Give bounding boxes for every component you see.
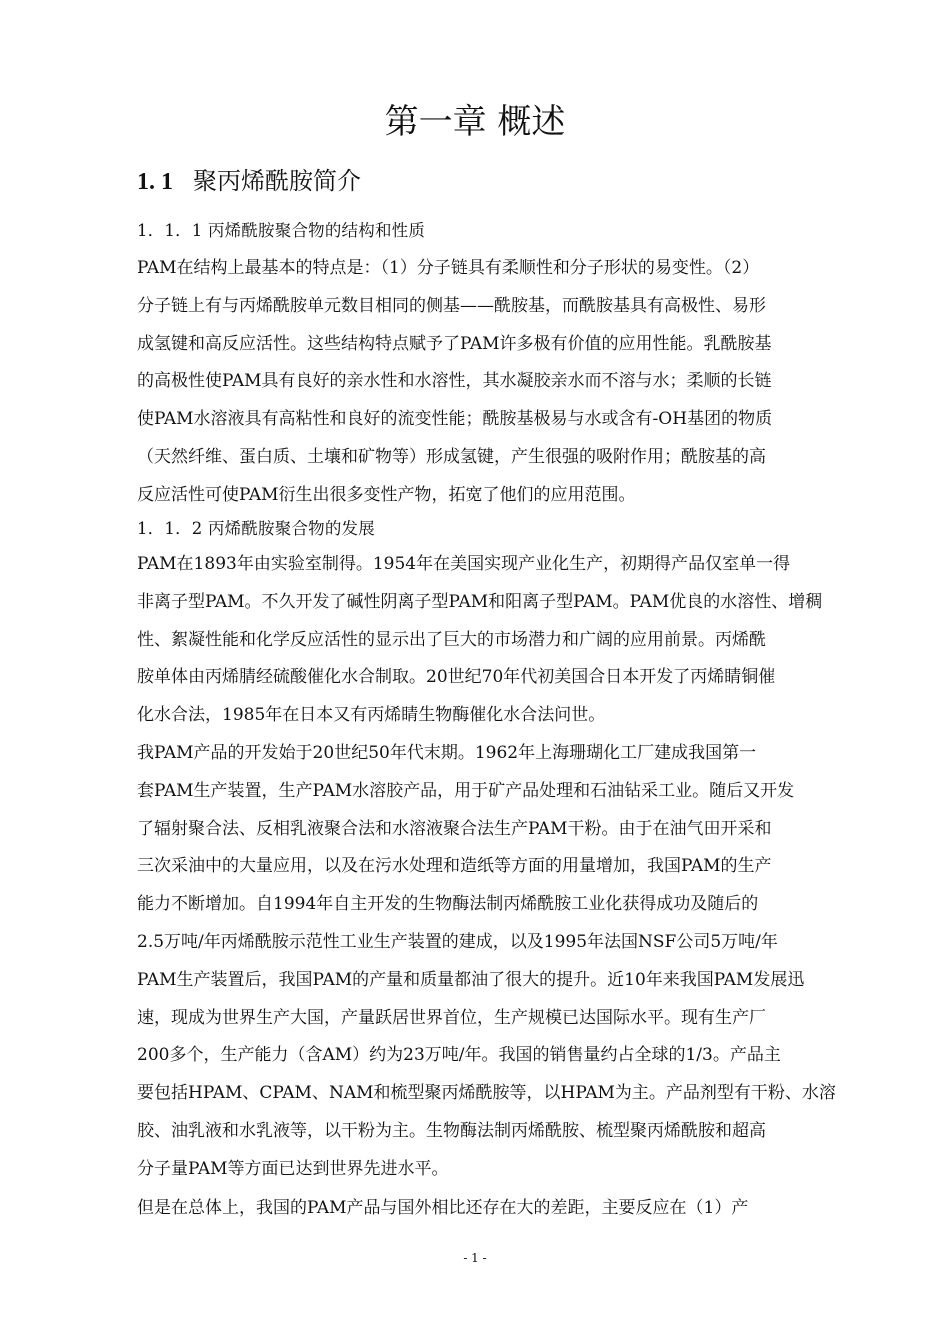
text-line: 但是在总体上，我国的PAM产品与国外相比还存在大的差距，主要反应在（1）产 (137, 1198, 749, 1218)
page-number: - 1 - (463, 1251, 487, 1265)
paragraph-gap (137, 1190, 839, 1228)
text-line: （天然纤维、蛋白质、土壤和矿物等）形成氢键，产生很强的吸附作用；酰胺基的高 (137, 446, 766, 467)
text-line: 的高极性使PAM具有良好的亲水性和水溶性，其水凝胶亲水而不溶与水；柔顺的长链 (137, 371, 772, 392)
text-line: 了辐射聚合法、反相乳液聚合法和水溶液聚合法生产PAM干粉。由于在油气田开采和 (137, 818, 772, 839)
subsection-heading-development: 1．1．2 丙烯酰胺聚合物的发展 (137, 519, 375, 538)
paragraph-history (137, 546, 839, 735)
text-line: PAM在1893年由实验室制得。1954年在美国实现产业化生产，初期得产品仅室单一得 (137, 554, 791, 574)
text-line: 能力不断增加。自1994年自主开发的生物酶法制丙烯酰胺工业化获得成功及随后的 (137, 894, 759, 915)
paragraph-domestic (137, 735, 839, 1189)
paragraph-structure (137, 250, 839, 515)
text-line: 我PAM产品的开发始于20世纪50年代末期。1962年上海珊瑚化工厂建成我国第一 (137, 743, 757, 763)
text-line: PAM生产装置后，我国PAM的产量和质量都油了很大的提升。近10年来我国PAM发展迅 (137, 969, 805, 990)
text-line: 速，现成为世界生产大国，产量跃居世界首位，生产规模已达国际水平。现有生产厂 (137, 1007, 766, 1028)
subsection-heading-structure: 1．1．1 丙烯酰胺聚合物的结构和性质 (137, 221, 426, 240)
text-line: 200多个，生产能力（含AM）约为23万吨/年。我国的销售量约占全球的1/3。产品主 (137, 1045, 781, 1066)
text-line: 要包括HPAM、CPAM、NAM和梳型聚丙烯酰胺等，以HPAM为主。产品剂型有干粉、水溶 (137, 1083, 836, 1104)
text-line: 分子链上有与丙烯酰胺单元数目相同的侧基——酰胺基，而酰胺基具有高极性、易形 (137, 295, 766, 316)
text-line: 胺单体由丙烯腈经硫酸催化水合制取。20世纪70年代初美国合日本开发了丙烯睛铜催 (137, 667, 776, 688)
chapter-title: 第一章 概述 (384, 102, 566, 142)
text-line: 性、絮凝性能和化学反应活性的显示出了巨大的市场潜力和广阔的应用前景。丙烯酰 (137, 629, 766, 650)
text-line: 套PAM生产装置，生产PAM水溶胶产品，用于矿产品处理和石油钻采工业。随后又开发 (137, 780, 795, 801)
section-title-text: 聚丙烯酰胺简介 (193, 167, 361, 195)
section-number: 1. 1 (137, 169, 173, 195)
text-line: 成氢键和高反应活性。这些结构特点赋予了PAM许多极有价值的应用性能。乳酰胺基 (137, 333, 772, 354)
text-line: 2.5万吨/年丙烯酰胺示范性工业生产装置的建成，以及1995年法国NSF公司5万吨/年 (137, 931, 778, 952)
text-line: 使PAM水溶液具有高粘性和良好的流变性能；酰胺基极易与水或含有-OH基团的物质 (137, 409, 773, 430)
text-line: 反应活性可使PAM衍生出很多变性产物，拓宽了他们的应用范围。 (137, 484, 636, 505)
text-line: 化水合法，1985年在日本又有丙烯睛生物酶催化水合法问世。 (137, 705, 606, 726)
text-line: 胶、油乳液和水乳液等，以干粉为主。生物酶法制丙烯酰胺、梳型聚丙烯酰胺和超高 (137, 1120, 766, 1141)
text-line: 分子量PAM等方面已达到世界先进水平。 (137, 1158, 449, 1179)
text-line: PAM在结构上最基本的特点是：（1）分子链具有柔顺性和分子形状的易变性。（2） (137, 258, 760, 278)
section-heading (137, 163, 361, 200)
text-line: 非离子型PAM。不久开发了碱性阴离子型PAM和阳离子型PAM。PAM优良的水溶性、增稠 (137, 591, 823, 612)
text-line: 三次采油中的大量应用，以及在污水处理和造纸等方面的用量增加，我国PAM的生产 (137, 856, 772, 877)
